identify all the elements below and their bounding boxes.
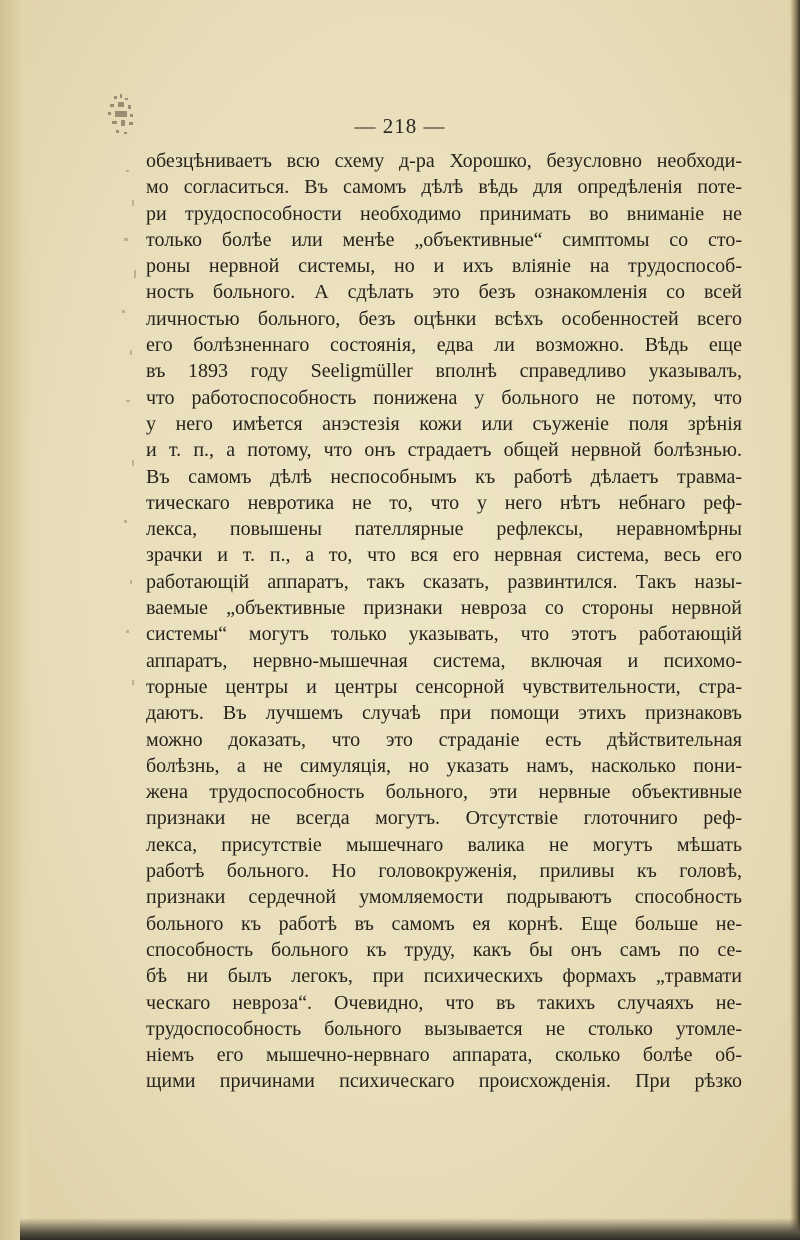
text-line: ри трудоспособности необходимо принимать во вниманіе не <box>146 202 742 225</box>
spine-shadow <box>0 0 34 1240</box>
text-line: бѣ ни былъ легокъ, при психическихъ формахъ „травмати <box>146 965 742 988</box>
text-line: мо согласиться. Въ самомъ дѣлѣ вѣдь для опредѣленія поте- <box>146 176 742 199</box>
text-line: работающій аппаратъ, такъ сказать, развинтился. Такъ назы- <box>146 570 742 593</box>
text-line: у него имѣется анэстезія кожи или съуженіе поля зрѣнія <box>146 412 742 435</box>
text-line: трудоспособность больного вызывается не столько утомле- <box>146 1017 742 1040</box>
text-line: признаки не всегда могутъ. Отсутствіе глоточниго реф- <box>146 807 742 830</box>
text-line: и т. п., а потому, что онъ страдаетъ общей нервной болѣзнью. <box>146 439 742 462</box>
body-text <box>146 148 742 1095</box>
text-line: болѣзнь, а не симуляція, но указать намъ, насколько пони- <box>146 754 742 777</box>
text-line: способность больного къ труду, какъ бы онъ самъ по се- <box>146 938 742 961</box>
text-line: торные центры и центры сенсорной чувствительности, стра- <box>146 675 742 698</box>
text-line: личностью больного, безъ оцѣнки всѣхъ особенностей всего <box>146 307 742 330</box>
text-line: работѣ больного. Но головокруженія, приливы къ головѣ, <box>146 860 742 883</box>
text-line: Въ самомъ дѣлѣ неспособнымъ къ работѣ дѣлаетъ травма- <box>146 465 742 488</box>
text-line: ваемые „объективные признаки невроза со стороны нервной <box>146 597 742 620</box>
text-line: тическаго невротика не то, что у него нѣтъ небнаго реф- <box>146 491 742 514</box>
text-line: можно доказать, что это страданіе есть дѣйствительная <box>146 728 742 751</box>
text-line: только болѣе или менѣе „объективные“ симптомы со сто- <box>146 228 742 251</box>
text-line: ческаго невроза“. Очевидно, что въ такихъ случаяхъ не- <box>146 991 742 1014</box>
text-line: ность больного. А сдѣлать это безъ ознакомленія со всей <box>146 281 742 304</box>
page-edge-right <box>790 0 800 1240</box>
page-number: — 218 — <box>354 114 446 138</box>
text-line: даютъ. Въ лучшемъ случаѣ при помощи этихъ признаковъ <box>146 702 742 725</box>
text-line: признаки сердечной умомляемости подрываютъ способность <box>146 886 742 909</box>
margin-smudges <box>96 160 144 720</box>
text-line: жена трудоспособность больного, эти нервные объективные <box>146 781 742 804</box>
text-line: лекса, повышены пателлярные рефлексы, неравномѣрны <box>146 518 742 541</box>
page-edge-bottom <box>20 1218 800 1240</box>
text-line: ніемъ его мышечно-нервнаго аппарата, сколько болѣе об- <box>146 1044 742 1067</box>
text-line: аппаратъ, нервно-мышечная система, включая и психомо- <box>146 649 742 672</box>
text-line: зрачки и т. п., а то, что вся его нервная система, весь его <box>146 544 742 567</box>
text-line: щими причинами психическаго происхожденія. При рѣзко <box>146 1070 742 1093</box>
text-line: больного къ работѣ въ самомъ ея корнѣ. Еще больше не- <box>146 912 742 935</box>
text-line: обезцѣниваетъ всю схему д-ра Хорошко, безусловно необходи- <box>146 150 742 172</box>
text-line: его болѣзненнаго состоянія, едва ли возможно. Вѣдь еще <box>146 334 742 357</box>
text-line: лекса, присутствіе мышечнаго валика не могутъ мѣшать <box>146 833 742 856</box>
text-line: роны нервной системы, но и ихъ вліяніе на трудоспособ- <box>146 255 742 278</box>
text-line: въ 1893 году Seeligmüller вполнѣ справедливо указывалъ, <box>146 360 742 383</box>
text-line: что работоспособность понижена у больного не потому, что <box>146 386 742 409</box>
text-line: системы“ могутъ только указывать, что этотъ работающій <box>146 623 742 646</box>
